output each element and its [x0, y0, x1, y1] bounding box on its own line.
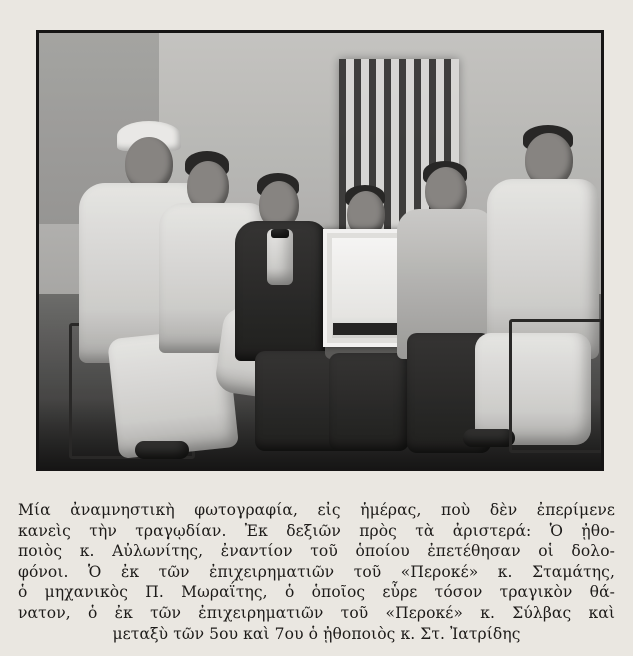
photograph — [36, 30, 604, 471]
figure-4-legs — [329, 353, 409, 451]
caption-line-2: κανεὶς τὴν τραγῳδίαν. Ἐκ δεξιῶν πρὸς τὰ ἀριστερά: Ὁ ᾐθο- — [18, 521, 615, 540]
caption-line-3: ποιὸς κ. Αὐλωνίτης, ἐναντίον τοῦ ὁποίου ἐπετέθησαν οἱ δολο- — [18, 542, 615, 561]
figure-3-bow-tie — [271, 229, 289, 238]
photo-canvas — [39, 33, 601, 468]
caption-line-6: νατον, ὁ ἐκ τῶν ἐπιχειρηματιῶν τοῦ «Περοκέ» κ. Σύλβας καὶ — [18, 604, 615, 623]
caption-line-4: φόνοι. Ὁ ἐκ τῶν ἐπιχειρηματιῶν τοῦ «Περοκέ» κ. Σταμάτης, — [18, 562, 615, 581]
figure-1-shoes — [135, 441, 189, 459]
photo-caption — [18, 500, 615, 644]
caption-line-1: Μία ἀναμνηστικὴ φωτογραφία, εἰς ἡμέρας, ποὺ δὲν ἐπερίμενε — [18, 501, 615, 519]
framed-picture-caption-bar — [333, 323, 401, 335]
chair-right — [509, 319, 603, 453]
figure-6-shoes — [463, 429, 515, 447]
caption-line-5: ὁ μηχανικὸς Π. Μωραΐτης, ὁ ὁποῖος εὗρε τόσον τραγικὸν θά- — [18, 583, 615, 602]
caption-line-7: μεταξὺ τῶν 5ου καὶ 7ου ὁ ᾐθοποιὸς κ. Στ. Ἰατρίδης — [112, 624, 521, 643]
figure-5-head — [425, 167, 467, 215]
